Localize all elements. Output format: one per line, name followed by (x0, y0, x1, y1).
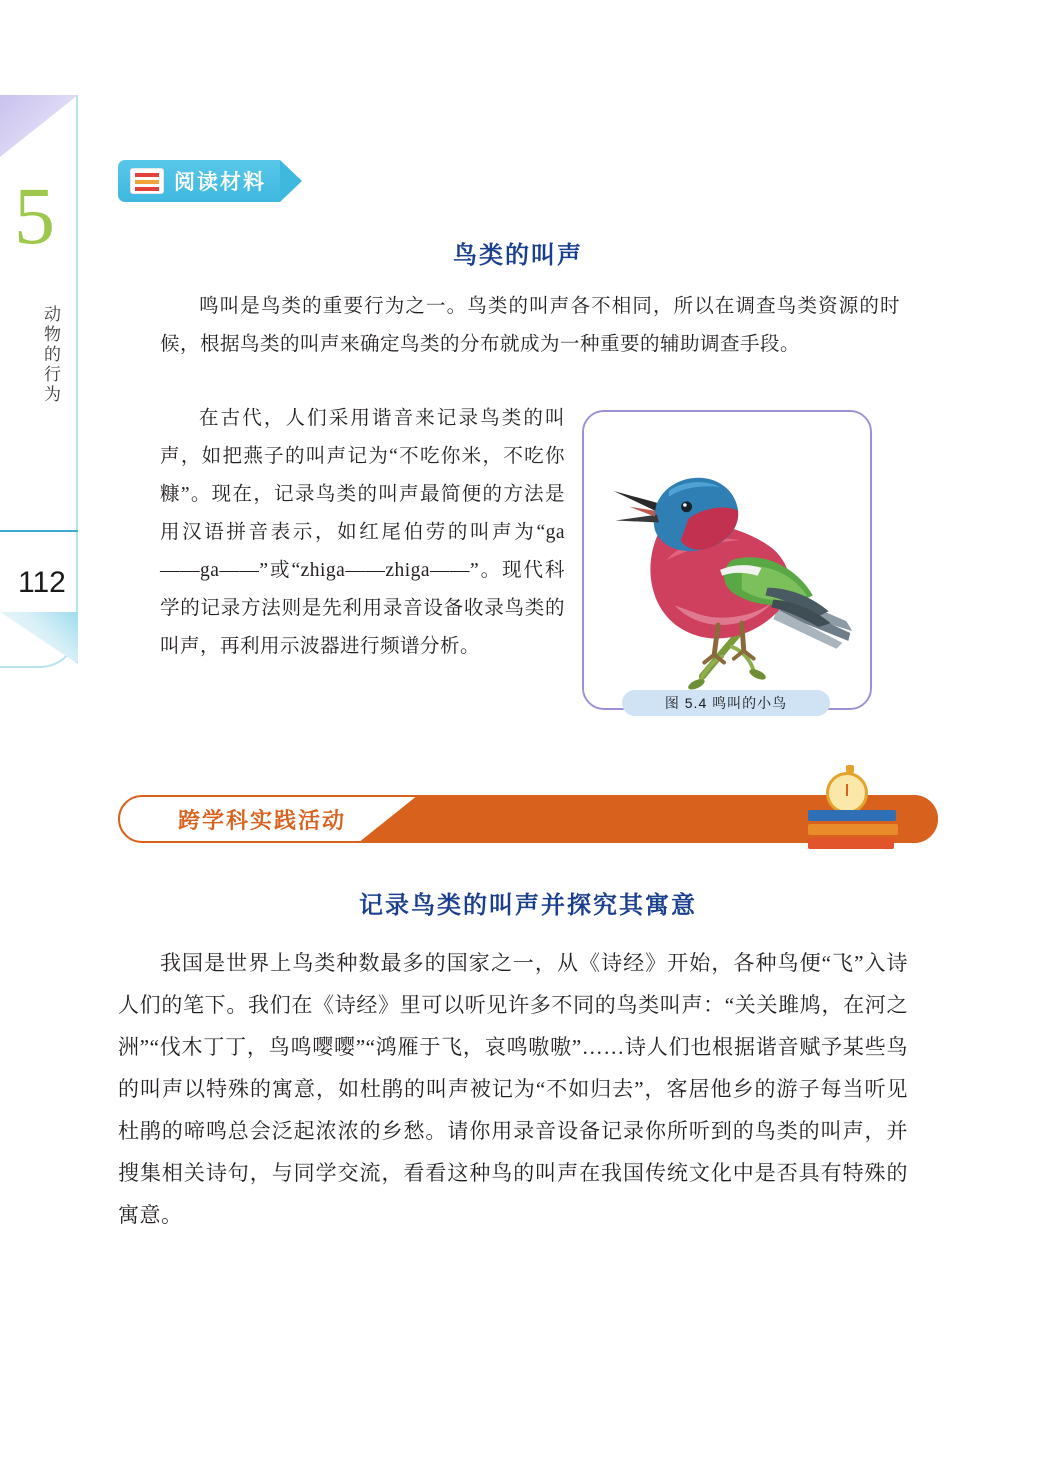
stopwatch-icon (826, 772, 868, 814)
chapter-title-vertical: 动物的行为 (41, 305, 60, 405)
cross-discipline-label: 跨学科实践活动 (178, 808, 347, 833)
activity-title: 记录鸟类的叫声并探究其寓意 (359, 892, 697, 919)
activity-body: 我国是世界上鸟类种数最多的国家之一，从《诗经》开始，各种鸟便“飞”入诗人们的笔下。我们在《诗经》里可以听见许多不同的鸟类叫声：“关关雎鸠，在河之洲”“伐木丁丁，鸟鸣嘤嘤”“鸿雁于飞，哀鸣嗷嗷”……诗人们也根据谐音赋予某些鸟的叫声以特殊的寓意，如杜鹃的叫声被记为“不如归去”，客居他乡的游子每当听见杜鹃的啼鸣总会泛起浓浓的乡愁。请你用录音设备记录你所听到的鸟类的叫声，并搜集相关诗句，与同学交流，看看这种鸟的叫声在我国传统文化中是否具有特殊的寓意。 (118, 951, 908, 1227)
stopwatch-and-books-icon (800, 760, 910, 850)
article-paragraph-1: 鸣叫是鸟类的重要行为之一。鸟类的叫声各不相同，所以在调查鸟类资源的时候，根据鸟类的叫声来确定鸟类的分布就成为一种重要的辅助调查手段。 (160, 296, 900, 355)
bird-illustration (584, 412, 870, 708)
reading-material-banner (118, 160, 302, 202)
reading-banner-tail (280, 160, 302, 202)
reading-banner-body (118, 160, 280, 202)
article-paragraph-2: 在古代，人们采用谐音来记录鸟类的叫声，如把燕子的叫声记为“不吃你米，不吃你糠”。现在，记录鸟类的叫声最简便的方法是用汉语拼音表示，如红尾伯劳的叫声为“ga——ga——”或“zhiga——zhiga——”。现代科学的记录方法则是先利用录音设备收录鸟类的叫声，再利用示波器进行频谱分析。 (160, 408, 565, 657)
chapter-rail (0, 0, 90, 1474)
page-number: 112 (18, 566, 66, 599)
chapter-number: 5 (14, 170, 55, 261)
rail-divider (0, 530, 78, 532)
article-title: 鸟类的叫声 (453, 242, 583, 269)
reading-banner-label: 阅读材料 (174, 171, 266, 194)
figure-caption: 图 5.4 鸣叫的小鸟 (622, 690, 830, 716)
bird-figure (582, 410, 872, 710)
book-icon (130, 168, 164, 194)
books-icon (808, 810, 898, 852)
